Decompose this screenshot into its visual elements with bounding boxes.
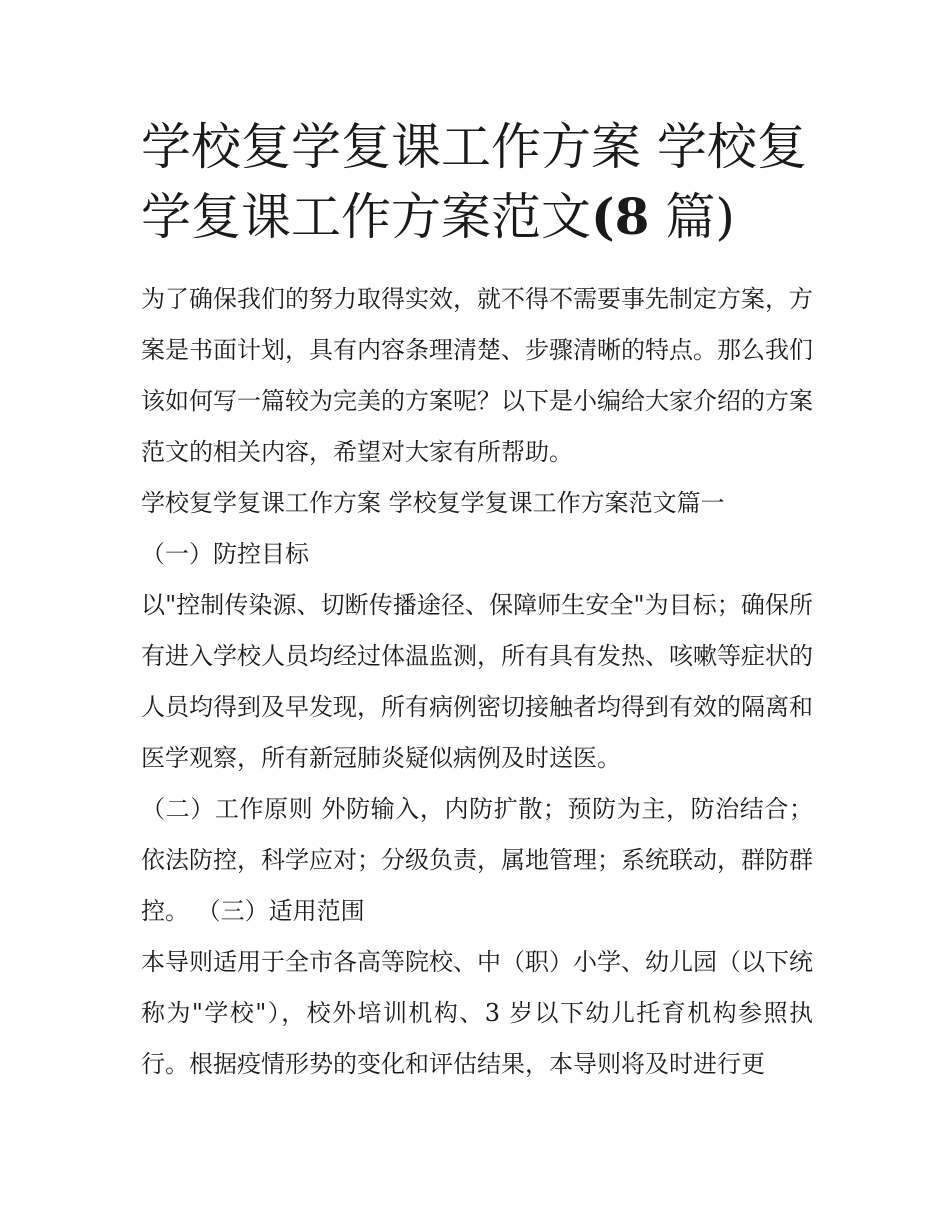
subheading-prevention-goal: （一）防控目标 — [141, 540, 309, 568]
scope-paragraph: 本导则适用于全市各高等院校、中（职）小学、幼儿园（以下统称为"学校"），校外培训机构、3 岁以下幼儿托育机构参照执行。根据疫情形势的变化和评估结果，本导则将及时进行更 — [141, 948, 813, 1078]
section-heading: 学校复学复课工作方案 学校复学复课工作方案范文篇一 — [141, 489, 725, 517]
prevention-goal-paragraph: 以"控制传染源、切断传播途径、保障师生安全"为目标；确保所有进入学校人员均经过体温监测，所有具有发热、咳嗽等症状的人员均得到及早发现，所有病例密切接触者均得到有效的隔离和医学观察，所有新冠肺炎疑似病例及时送医。 — [141, 591, 813, 772]
document-page — [141, 112, 813, 1090]
work-principles-paragraph: （二）工作原则 外防输入，内防扩散；预防为主，防治结合；依法防控，科学应对；分级负责，属地管理；系统联动，群防群控。 （三）适用范围 — [141, 795, 813, 925]
intro-paragraph: 为了确保我们的努力取得实效，就不得不需要事先制定方案，方案是书面计划，具有内容条理清楚、步骤清晰的特点。那么我们该如何写一篇较为完美的方案呢？以下是小编给大家介绍的方案范文的相关内容，希望对大家有所帮助。 — [141, 285, 813, 466]
title-main-text: 学校复学复课工作方案 学校复学复课工作方案范文 — [141, 118, 807, 246]
document-title — [141, 112, 813, 252]
title-end-text: 篇) — [649, 188, 735, 246]
title-count-text: (8 — [591, 187, 650, 246]
